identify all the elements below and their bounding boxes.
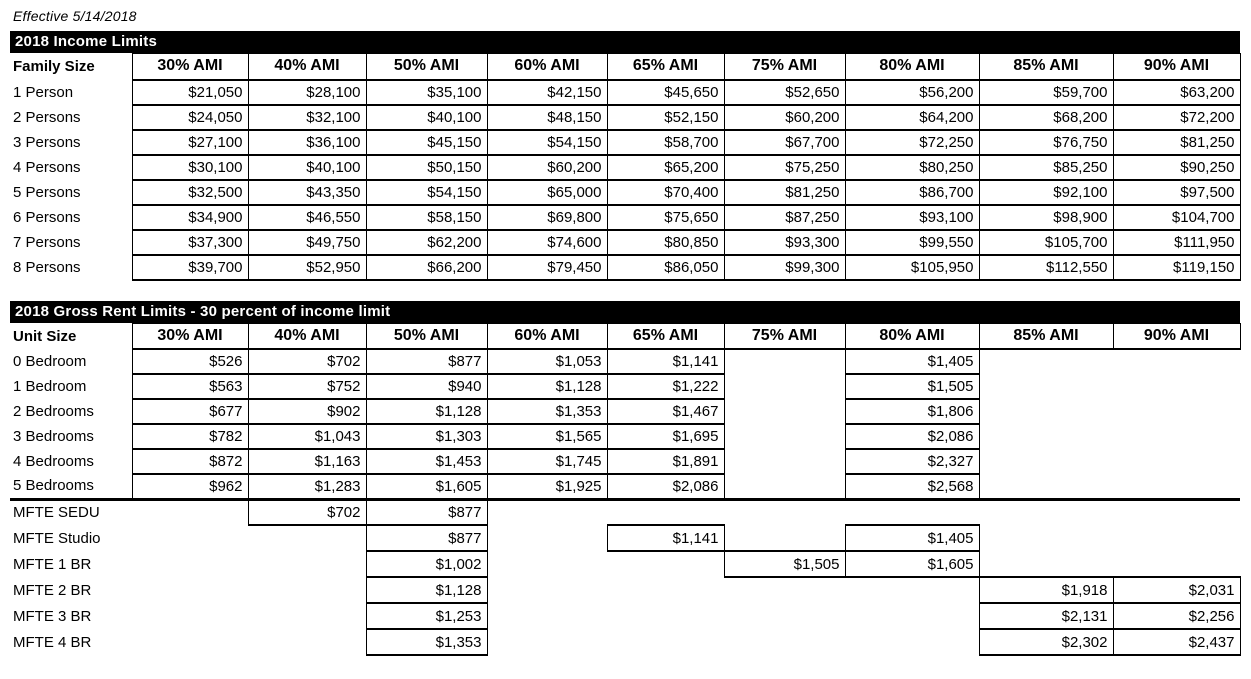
rent-limits-table-value-cell: $1,128 — [366, 577, 487, 603]
income-limits-table-row-label: 4 Persons — [13, 158, 81, 176]
income-limits-table-row — [10, 80, 1240, 105]
rent-limits-table-column-header: 75% AMI — [724, 323, 845, 349]
income-limits-table-value-cell: $99,550 — [845, 230, 979, 255]
income-limits-table-row-label: 6 Persons — [13, 208, 81, 226]
income-limits-table-value-cell: $99,300 — [724, 255, 845, 280]
rent-limits-table-row-label: MFTE 2 BR — [13, 581, 92, 599]
rent-limits-table-value-cell: $1,253 — [366, 603, 487, 629]
rent-limits-table-empty-cell — [724, 449, 845, 474]
income-limits-table-row — [10, 180, 1240, 205]
income-limits-table-value-cell: $74,600 — [487, 230, 607, 255]
income-limits-table-row-label: 8 Persons — [13, 258, 81, 276]
income-limits-table-value-cell: $24,050 — [132, 105, 248, 130]
rent-limits-table-value-cell: $1,925 — [487, 474, 607, 499]
rent-limits-table-column-header: 90% AMI — [1113, 323, 1240, 349]
rent-limits-table-empty-cell — [979, 525, 1113, 551]
rent-limits-table-value-cell: $2,131 — [979, 603, 1113, 629]
rent-limits-table-value-cell: $1,745 — [487, 449, 607, 474]
income-limits-table-value-cell: $34,900 — [132, 205, 248, 230]
income-limits-table-value-cell: $93,100 — [845, 205, 979, 230]
rent-limits-table-row — [10, 399, 1240, 424]
rent-limits-table-value-cell: $782 — [132, 424, 248, 449]
rent-limits-table-column-header: 65% AMI — [607, 323, 724, 349]
income-limits-table-value-cell: $97,500 — [1113, 180, 1240, 205]
rent-limits-table-empty-cell — [607, 603, 724, 629]
rent-limits-table-empty-cell — [724, 525, 845, 551]
income-limits-table-value-cell: $27,100 — [132, 130, 248, 155]
rent-limits-table-value-cell: $877 — [366, 525, 487, 551]
rent-limits-table-value-cell: $1,222 — [607, 374, 724, 399]
rent-limits-table-empty-cell — [724, 499, 845, 525]
rent-limits-table-value-cell: $1,505 — [845, 374, 979, 399]
rent-limits-table-empty-cell — [607, 629, 724, 655]
rent-limits-table-empty-cell — [1113, 399, 1240, 424]
rent-limits-table-row-header-label: Unit Size — [13, 327, 77, 345]
rent-limits-table-value-cell: $877 — [366, 349, 487, 374]
rent-limits-table-value-cell: $1,043 — [248, 424, 366, 449]
rent-limits-table-empty-cell — [1113, 424, 1240, 449]
rent-limits-table-empty-cell — [132, 577, 248, 603]
rent-limits-table-value-cell: $1,505 — [724, 551, 845, 577]
rent-limits-table-value-cell: $1,283 — [248, 474, 366, 499]
income-limits-table-value-cell: $81,250 — [724, 180, 845, 205]
rent-limits-table-row-label: 5 Bedrooms — [10, 474, 132, 499]
rent-limits-table-column-header: 85% AMI — [979, 323, 1113, 349]
income-limits-table-value-cell: $28,100 — [248, 80, 366, 105]
income-limits-table-value-cell: $50,150 — [366, 155, 487, 180]
income-limits-table-value-cell: $68,200 — [979, 105, 1113, 130]
rent-limits-table-empty-cell — [724, 374, 845, 399]
rent-limits-table-empty-cell — [1113, 374, 1240, 399]
income-limits-table-value-cell: $32,100 — [248, 105, 366, 130]
rent-limits-table-empty-cell — [979, 499, 1113, 525]
rent-limits-table-row — [10, 374, 1240, 399]
rent-limits-table-empty-cell — [979, 551, 1113, 577]
income-limits-table-row — [10, 205, 1240, 230]
income-limits-table-value-cell: $40,100 — [248, 155, 366, 180]
income-limits-table-value-cell: $65,200 — [607, 155, 724, 180]
rent-limits-table-value-cell: $2,031 — [1113, 577, 1240, 603]
income-limits-table-value-cell: $52,950 — [248, 255, 366, 280]
rent-limits-table-column-header: 50% AMI — [366, 323, 487, 349]
rent-limits-table-value-cell: $1,467 — [607, 399, 724, 424]
income-limits-table-value-cell: $72,200 — [1113, 105, 1240, 130]
income-limits-table-header-row — [10, 54, 1240, 80]
rent-limits-table-row-label: 2 Bedrooms — [13, 403, 94, 420]
income-limits-table-value-cell: $80,250 — [845, 155, 979, 180]
rent-limits-table-value-cell: $872 — [132, 449, 248, 474]
income-limits-table-row — [10, 255, 1240, 280]
rent-limits-table-empty-cell — [607, 551, 724, 577]
rent-limits-table-value-cell: $2,086 — [607, 474, 724, 499]
rent-limits-table-value-cell: $1,141 — [607, 349, 724, 374]
income-limits-table-value-cell: $85,250 — [979, 155, 1113, 180]
rent-limits-table-row-label: 4 Bedrooms — [13, 453, 94, 470]
rent-limits-table-empty-cell — [132, 603, 248, 629]
rent-limits-table-empty-cell — [845, 499, 979, 525]
income-limits-table-value-cell: $62,200 — [366, 230, 487, 255]
rent-limits-table-empty-cell — [845, 577, 979, 603]
income-limits-table-value-cell: $54,150 — [366, 180, 487, 205]
income-limits-table-value-cell: $72,250 — [845, 130, 979, 155]
rent-limits-table-value-cell: $752 — [248, 374, 366, 399]
income-limits-table-value-cell: $76,750 — [979, 130, 1113, 155]
income-limits-table-column-header: 85% AMI — [979, 54, 1113, 80]
income-limits-table-value-cell: $75,250 — [724, 155, 845, 180]
rent-limits-table-empty-cell — [248, 551, 366, 577]
rent-limits-table-value-cell: $563 — [132, 374, 248, 399]
rent-limits-table-empty-cell — [132, 551, 248, 577]
income-limits-table-column-header: 30% AMI — [132, 54, 248, 80]
rent-limits-table-empty-cell — [979, 399, 1113, 424]
rent-limits-table-column-header: 30% AMI — [132, 323, 248, 349]
rent-limits-table-empty-cell — [1113, 449, 1240, 474]
income-limits-title-bar — [10, 31, 1240, 53]
rent-limits-title: 2018 Gross Rent Limits - 30 percent of income limit — [15, 302, 391, 320]
income-limits-table-value-cell: $81,250 — [1113, 130, 1240, 155]
rent-limits-table-empty-cell — [1113, 474, 1240, 499]
rent-limits-table-value-cell: $877 — [366, 499, 487, 525]
income-limits-table-value-cell: $90,250 — [1113, 155, 1240, 180]
rent-limits-table-column-header: 60% AMI — [487, 323, 607, 349]
income-limits-table-value-cell: $119,150 — [1113, 255, 1240, 280]
rent-limits-table-value-cell: $1,141 — [607, 525, 724, 551]
income-limits-table-column-header: 90% AMI — [1113, 54, 1240, 80]
rent-limits-title-bar — [10, 301, 1240, 323]
rent-limits-table-value-cell: $1,053 — [487, 349, 607, 374]
income-limits-table-value-cell: $63,200 — [1113, 80, 1240, 105]
rent-limits-table-value-cell: $1,128 — [487, 374, 607, 399]
income-limits-table-value-cell: $39,700 — [132, 255, 248, 280]
income-limits-table-value-cell: $65,000 — [487, 180, 607, 205]
income-limits-table-value-cell: $40,100 — [366, 105, 487, 130]
income-limits-table-value-cell: $98,900 — [979, 205, 1113, 230]
rent-limits-table-empty-cell — [248, 525, 366, 551]
rent-limits-table-value-cell: $702 — [248, 349, 366, 374]
rent-limits-table-value-cell: $2,327 — [845, 449, 979, 474]
income-limits-table-value-cell: $45,150 — [366, 130, 487, 155]
income-limits-table-value-cell: $59,700 — [979, 80, 1113, 105]
rent-limits-table-empty-cell — [724, 424, 845, 449]
income-limits-table-row — [10, 230, 1240, 255]
rent-limits-table-empty-cell — [979, 449, 1113, 474]
income-limits-table — [10, 53, 1241, 281]
income-limits-table-value-cell: $32,500 — [132, 180, 248, 205]
effective-date-note: Effective 5/14/2018 — [13, 8, 137, 24]
rent-limits-table-empty-cell — [724, 399, 845, 424]
income-limits-table-value-cell: $111,950 — [1113, 230, 1240, 255]
rent-limits-table-value-cell: $2,302 — [979, 629, 1113, 655]
rent-limits-table-empty-cell — [979, 349, 1113, 374]
income-limits-table-value-cell: $52,650 — [724, 80, 845, 105]
rent-limits-table-header-row — [10, 323, 1240, 349]
income-limits-table-value-cell: $75,650 — [607, 205, 724, 230]
rent-limits-table-row — [10, 551, 1240, 577]
rent-limits-table-empty-cell — [248, 577, 366, 603]
rent-limits-table-row-label: 3 Bedrooms — [13, 428, 94, 445]
income-limits-table-value-cell: $30,100 — [132, 155, 248, 180]
income-limits-table-value-cell: $49,750 — [248, 230, 366, 255]
income-limits-table-column-header: 50% AMI — [366, 54, 487, 80]
income-limits-table-value-cell: $48,150 — [487, 105, 607, 130]
rent-limits-table-value-cell: $1,891 — [607, 449, 724, 474]
income-limits-table-value-cell: $56,200 — [845, 80, 979, 105]
income-limits-title: 2018 Income Limits — [15, 33, 157, 50]
income-limits-table-row-label: 2 Persons — [13, 108, 81, 126]
rent-limits-table-row-label: MFTE 4 BR — [13, 633, 92, 651]
rent-limits-table-empty-cell — [724, 474, 845, 499]
income-limits-table-value-cell: $52,150 — [607, 105, 724, 130]
income-limits-table-row — [10, 155, 1240, 180]
rent-limits-table-empty-cell — [487, 577, 607, 603]
rent-limits-table-value-cell: $1,918 — [979, 577, 1113, 603]
income-limits-table-column-header: 60% AMI — [487, 54, 607, 80]
rent-limits-table-value-cell: $2,437 — [1113, 629, 1240, 655]
rent-limits-table-value-cell: $1,163 — [248, 449, 366, 474]
income-limits-table-row-label: 1 Person — [13, 83, 74, 101]
rent-limits-table-value-cell: $1,002 — [366, 551, 487, 577]
income-limits-table-column-header: 80% AMI — [845, 54, 979, 80]
rent-limits-table-value-cell: $902 — [248, 399, 366, 424]
income-limits-table-row-label: 3 Persons — [13, 133, 81, 151]
rent-limits-table-empty-cell — [845, 603, 979, 629]
rent-limits-table-value-cell: $677 — [132, 399, 248, 424]
income-limits-table-value-cell: $60,200 — [487, 155, 607, 180]
rent-limits-table-row — [10, 474, 1240, 499]
rent-limits-table-empty-cell — [487, 603, 607, 629]
rent-limits-table-value-cell: $962 — [132, 474, 248, 499]
rent-limits-table-row — [10, 499, 1240, 525]
rent-limits-table-empty-cell — [132, 499, 248, 525]
income-limits-table-row — [10, 105, 1240, 130]
rent-limits-table-row-label: MFTE Studio — [13, 529, 101, 547]
rent-limits-table-empty-cell — [1113, 525, 1240, 551]
income-limits-table-value-cell: $60,200 — [724, 105, 845, 130]
rent-limits-table-row — [10, 349, 1240, 374]
income-limits-table-value-cell: $66,200 — [366, 255, 487, 280]
rent-limits-table-empty-cell — [979, 374, 1113, 399]
income-limits-table-value-cell: $69,800 — [487, 205, 607, 230]
rent-limits-table-empty-cell — [248, 603, 366, 629]
income-limits-table-value-cell: $21,050 — [132, 80, 248, 105]
income-limits-table-value-cell: $35,100 — [366, 80, 487, 105]
rent-limits-table-value-cell: $1,605 — [366, 474, 487, 499]
income-limits-table-value-cell: $79,450 — [487, 255, 607, 280]
income-limits-table-column-header: 65% AMI — [607, 54, 724, 80]
rent-limits-table-row-label: MFTE 1 BR — [13, 555, 92, 573]
rent-limits-table-row — [10, 525, 1240, 551]
rent-limits-table-row — [10, 424, 1240, 449]
income-limits-table-value-cell: $80,850 — [607, 230, 724, 255]
income-limits-table-column-header: 75% AMI — [724, 54, 845, 80]
rent-limits-table-row-label: 0 Bedroom — [13, 353, 87, 370]
rent-limits-table-empty-cell — [132, 525, 248, 551]
income-limits-table-value-cell: $43,350 — [248, 180, 366, 205]
rent-limits-table-empty-cell — [248, 629, 366, 655]
rent-limits-table-row — [10, 449, 1240, 474]
rent-limits-table-column-header: 40% AMI — [248, 323, 366, 349]
rent-limits-table-row — [10, 603, 1240, 629]
income-limits-table-value-cell: $45,650 — [607, 80, 724, 105]
rent-limits-table-empty-cell — [487, 525, 607, 551]
rent-limits-table-value-cell: $1,605 — [845, 551, 979, 577]
income-limits-table-row-label: 7 Persons — [13, 233, 81, 251]
rent-limits-table-value-cell: $1,353 — [487, 399, 607, 424]
income-limits-table-column-header: 40% AMI — [248, 54, 366, 80]
income-limits-table-value-cell: $92,100 — [979, 180, 1113, 205]
rent-limits-table-empty-cell — [979, 424, 1113, 449]
rent-limits-table-empty-cell — [1113, 349, 1240, 374]
rent-limits-table-empty-cell — [1113, 551, 1240, 577]
rent-limits-table-row-label: MFTE SEDU — [13, 504, 100, 522]
rent-limits-table-value-cell: $2,086 — [845, 424, 979, 449]
income-limits-table-value-cell: $37,300 — [132, 230, 248, 255]
rent-limits-table-empty-cell — [845, 629, 979, 655]
income-limits-table-value-cell: $104,700 — [1113, 205, 1240, 230]
income-limits-table-value-cell: $58,150 — [366, 205, 487, 230]
income-limits-table-value-cell: $93,300 — [724, 230, 845, 255]
rent-limits-table-value-cell: $1,303 — [366, 424, 487, 449]
income-limits-table-value-cell: $105,700 — [979, 230, 1113, 255]
rent-limits-table-empty-cell — [1113, 499, 1240, 525]
income-limits-table-value-cell: $86,050 — [607, 255, 724, 280]
income-limits-table-value-cell: $86,700 — [845, 180, 979, 205]
rent-limits-table-empty-cell — [487, 629, 607, 655]
income-limits-table-value-cell: $54,150 — [487, 130, 607, 155]
rent-limits-table-value-cell: $1,565 — [487, 424, 607, 449]
rent-limits-table-value-cell: $1,806 — [845, 399, 979, 424]
rent-limits-table — [10, 323, 1241, 657]
rent-limits-table-value-cell: $2,568 — [845, 474, 979, 499]
rent-limits-table-empty-cell — [487, 551, 607, 577]
rent-limits-table-row-label: 1 Bedroom — [13, 378, 87, 395]
income-limits-table-value-cell: $64,200 — [845, 105, 979, 130]
income-limits-table-value-cell: $42,150 — [487, 80, 607, 105]
rent-limits-table-value-cell: $702 — [248, 499, 366, 525]
rent-limits-table-value-cell: $940 — [366, 374, 487, 399]
income-limits-table-value-cell: $46,550 — [248, 205, 366, 230]
rent-limits-table-empty-cell — [724, 629, 845, 655]
rent-limits-table-value-cell: $1,453 — [366, 449, 487, 474]
rent-limits-table-value-cell: $1,695 — [607, 424, 724, 449]
rent-limits-table-value-cell: $1,353 — [366, 629, 487, 655]
rent-limits-table-value-cell: $2,256 — [1113, 603, 1240, 629]
rent-limits-table-value-cell: $1,405 — [845, 525, 979, 551]
income-limits-table-value-cell: $36,100 — [248, 130, 366, 155]
rent-limits-table-empty-cell — [132, 629, 248, 655]
income-limits-table-value-cell: $105,950 — [845, 255, 979, 280]
income-limits-table-value-cell: $67,700 — [724, 130, 845, 155]
income-limits-table-row-header-label: Family Size — [13, 58, 95, 75]
rent-limits-table-row — [10, 577, 1240, 603]
income-limits-table-row-label: 5 Persons — [13, 183, 81, 201]
rent-limits-table-value-cell: $526 — [132, 349, 248, 374]
rent-limits-table-value-cell: $1,405 — [845, 349, 979, 374]
income-limits-table-value-cell: $58,700 — [607, 130, 724, 155]
rent-limits-table-row — [10, 629, 1240, 655]
rent-limits-table-empty-cell — [607, 577, 724, 603]
rent-limits-table-column-header: 80% AMI — [845, 323, 979, 349]
income-limits-table-value-cell: $112,550 — [979, 255, 1113, 280]
rent-limits-table-row-label: MFTE 3 BR — [13, 607, 92, 625]
rent-limits-table-value-cell: $1,128 — [366, 399, 487, 424]
rent-limits-table-empty-cell — [724, 349, 845, 374]
income-limits-table-value-cell: $87,250 — [724, 205, 845, 230]
income-limits-table-row — [10, 130, 1240, 155]
rent-limits-table-empty-cell — [724, 603, 845, 629]
rent-limits-table-empty-cell — [724, 577, 845, 603]
rent-limits-table-empty-cell — [487, 499, 607, 525]
rent-limits-table-empty-cell — [979, 474, 1113, 499]
rent-limits-table-empty-cell — [607, 499, 724, 525]
income-limits-table-value-cell: $70,400 — [607, 180, 724, 205]
